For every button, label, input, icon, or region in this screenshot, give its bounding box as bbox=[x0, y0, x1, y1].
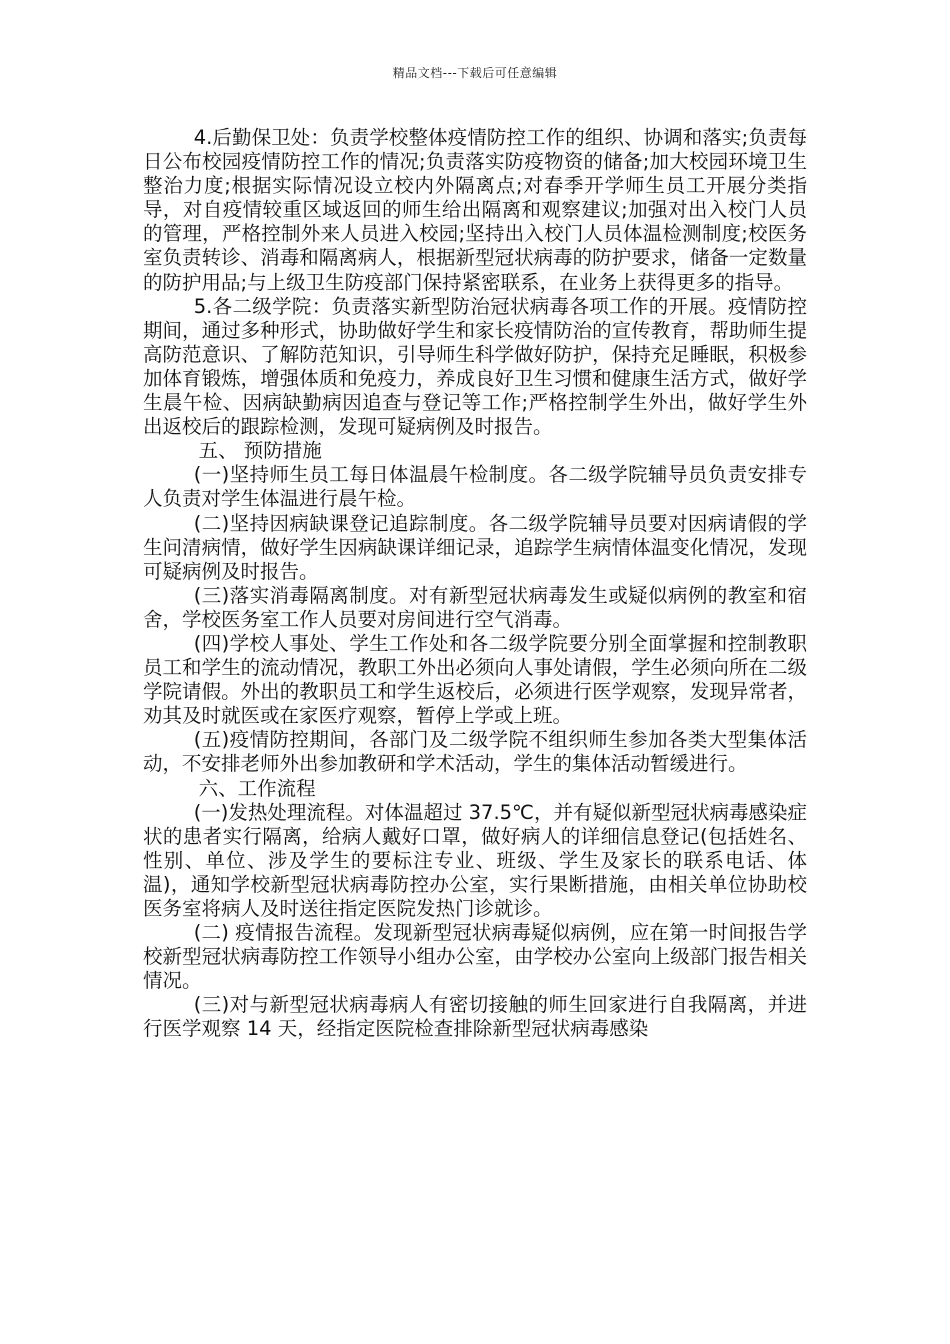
paragraph-prevention-4: (四)学校人事处、学生工作处和各二级学院要分别全面掌握和控制教职员工和学生的流动情况，教职工外出必须向人事处请假，学生必须向所在二级学院请假。外出的教职员工和学生返校后，必须进行医学观察，发现异常者，劝其及时就医或在家医疗观察，暂停上学或上班。 bbox=[143, 631, 807, 728]
paragraph-prevention-3: (三)落实消毒隔离制度。对有新型冠状病毒发生或疑似病例的教室和宿舍，学校医务室工作人员要对房间进行空气消毒。 bbox=[143, 583, 807, 631]
paragraph-workflow-1: (一)发热处理流程。对体温超过 37.5℃，并有疑似新型冠状病毒感染症状的患者实行隔离，给病人戴好口罩，做好病人的详细信息登记(包括姓名、性别、单位、涉及学生的要标注专业、班级、学生及家长的联系电话、体温)，通知学校新型冠状病毒防控办公室，实行果断措施，由相关单位协助校医务室将病人及时送往指定医院发热门诊就诊。 bbox=[143, 800, 807, 920]
paragraph-workflow-2: (二) 疫情报告流程。发现新型冠状病毒疑似病例，应在第一时间报告学校新型冠状病毒防控工作领导小组办公室，由学校办公室向上级部门报告相关情况。 bbox=[143, 921, 807, 993]
page-header: 精品文档---下载后可任意编辑 bbox=[392, 66, 558, 80]
paragraph-workflow-3: (三)对与新型冠状病毒病人有密切接触的师生回家进行自我隔离，并进行医学观察 14 天，经指定医院检查排除新型冠状病毒感染 bbox=[143, 993, 807, 1041]
section-heading-workflow: 六、工作流程 bbox=[198, 776, 316, 800]
paragraph-prevention-2: (二)坚持因病缺课登记追踪制度。各二级学院辅导员要对因病请假的学生问清病情，做好学生因病缺课详细记录，追踪学生病情体温变化情况，发现可疑病例及时报告。 bbox=[143, 511, 807, 583]
document-body bbox=[143, 126, 807, 1042]
section-heading-prevention: 五、 预防措施 bbox=[198, 439, 322, 463]
paragraph-secondary-colleges: 5.各二级学院：负责落实新型防治冠状病毒各项工作的开展。疫情防控期间，通过多种形式，协助做好学生和家长疫情防治的宣传教育，帮助师生提高防范意识、了解防范知识，引导师生科学做好防护，保持充足睡眠，积极参加体育锻炼，增强体质和免疫力，养成良好卫生习惯和健康生活方式，做好学生晨午检、因病缺勤病因追查与登记等工作;严格控制学生外出，做好学生外出返校后的跟踪检测，发现可疑病例及时报告。 bbox=[143, 294, 807, 439]
paragraph-logistics-security: 4.后勤保卫处：负责学校整体疫情防控工作的组织、协调和落实;负责每日公布校园疫情防控工作的情况;负责落实防疫物资的储备;加大校园环境卫生整治力度;根据实际情况设立校内外隔离点;对春季开学师生员工开展分类指导，对自疫情较重区域返回的师生给出隔离和观察建议;加强对出入校门人员的管理，严格控制外来人员进入校园;坚持出入校门人员体温检测制度;校医务室负责转诊、消毒和隔离病人，根据新型冠状病毒的防护要求，储备一定数量的防护用品;与上级卫生防疫部门保持紧密联系，在业务上获得更多的指导。 bbox=[143, 126, 807, 294]
paragraph-prevention-5: (五)疫情防控期间，各部门及二级学院不组织师生参加各类大型集体活动，不安排老师外出参加教研和学术活动，学生的集体活动暂缓进行。 bbox=[143, 728, 807, 776]
paragraph-prevention-1: (一)坚持师生员工每日体温晨午检制度。各二级学院辅导员负责安排专人负责对学生体温进行晨午检。 bbox=[143, 463, 807, 511]
